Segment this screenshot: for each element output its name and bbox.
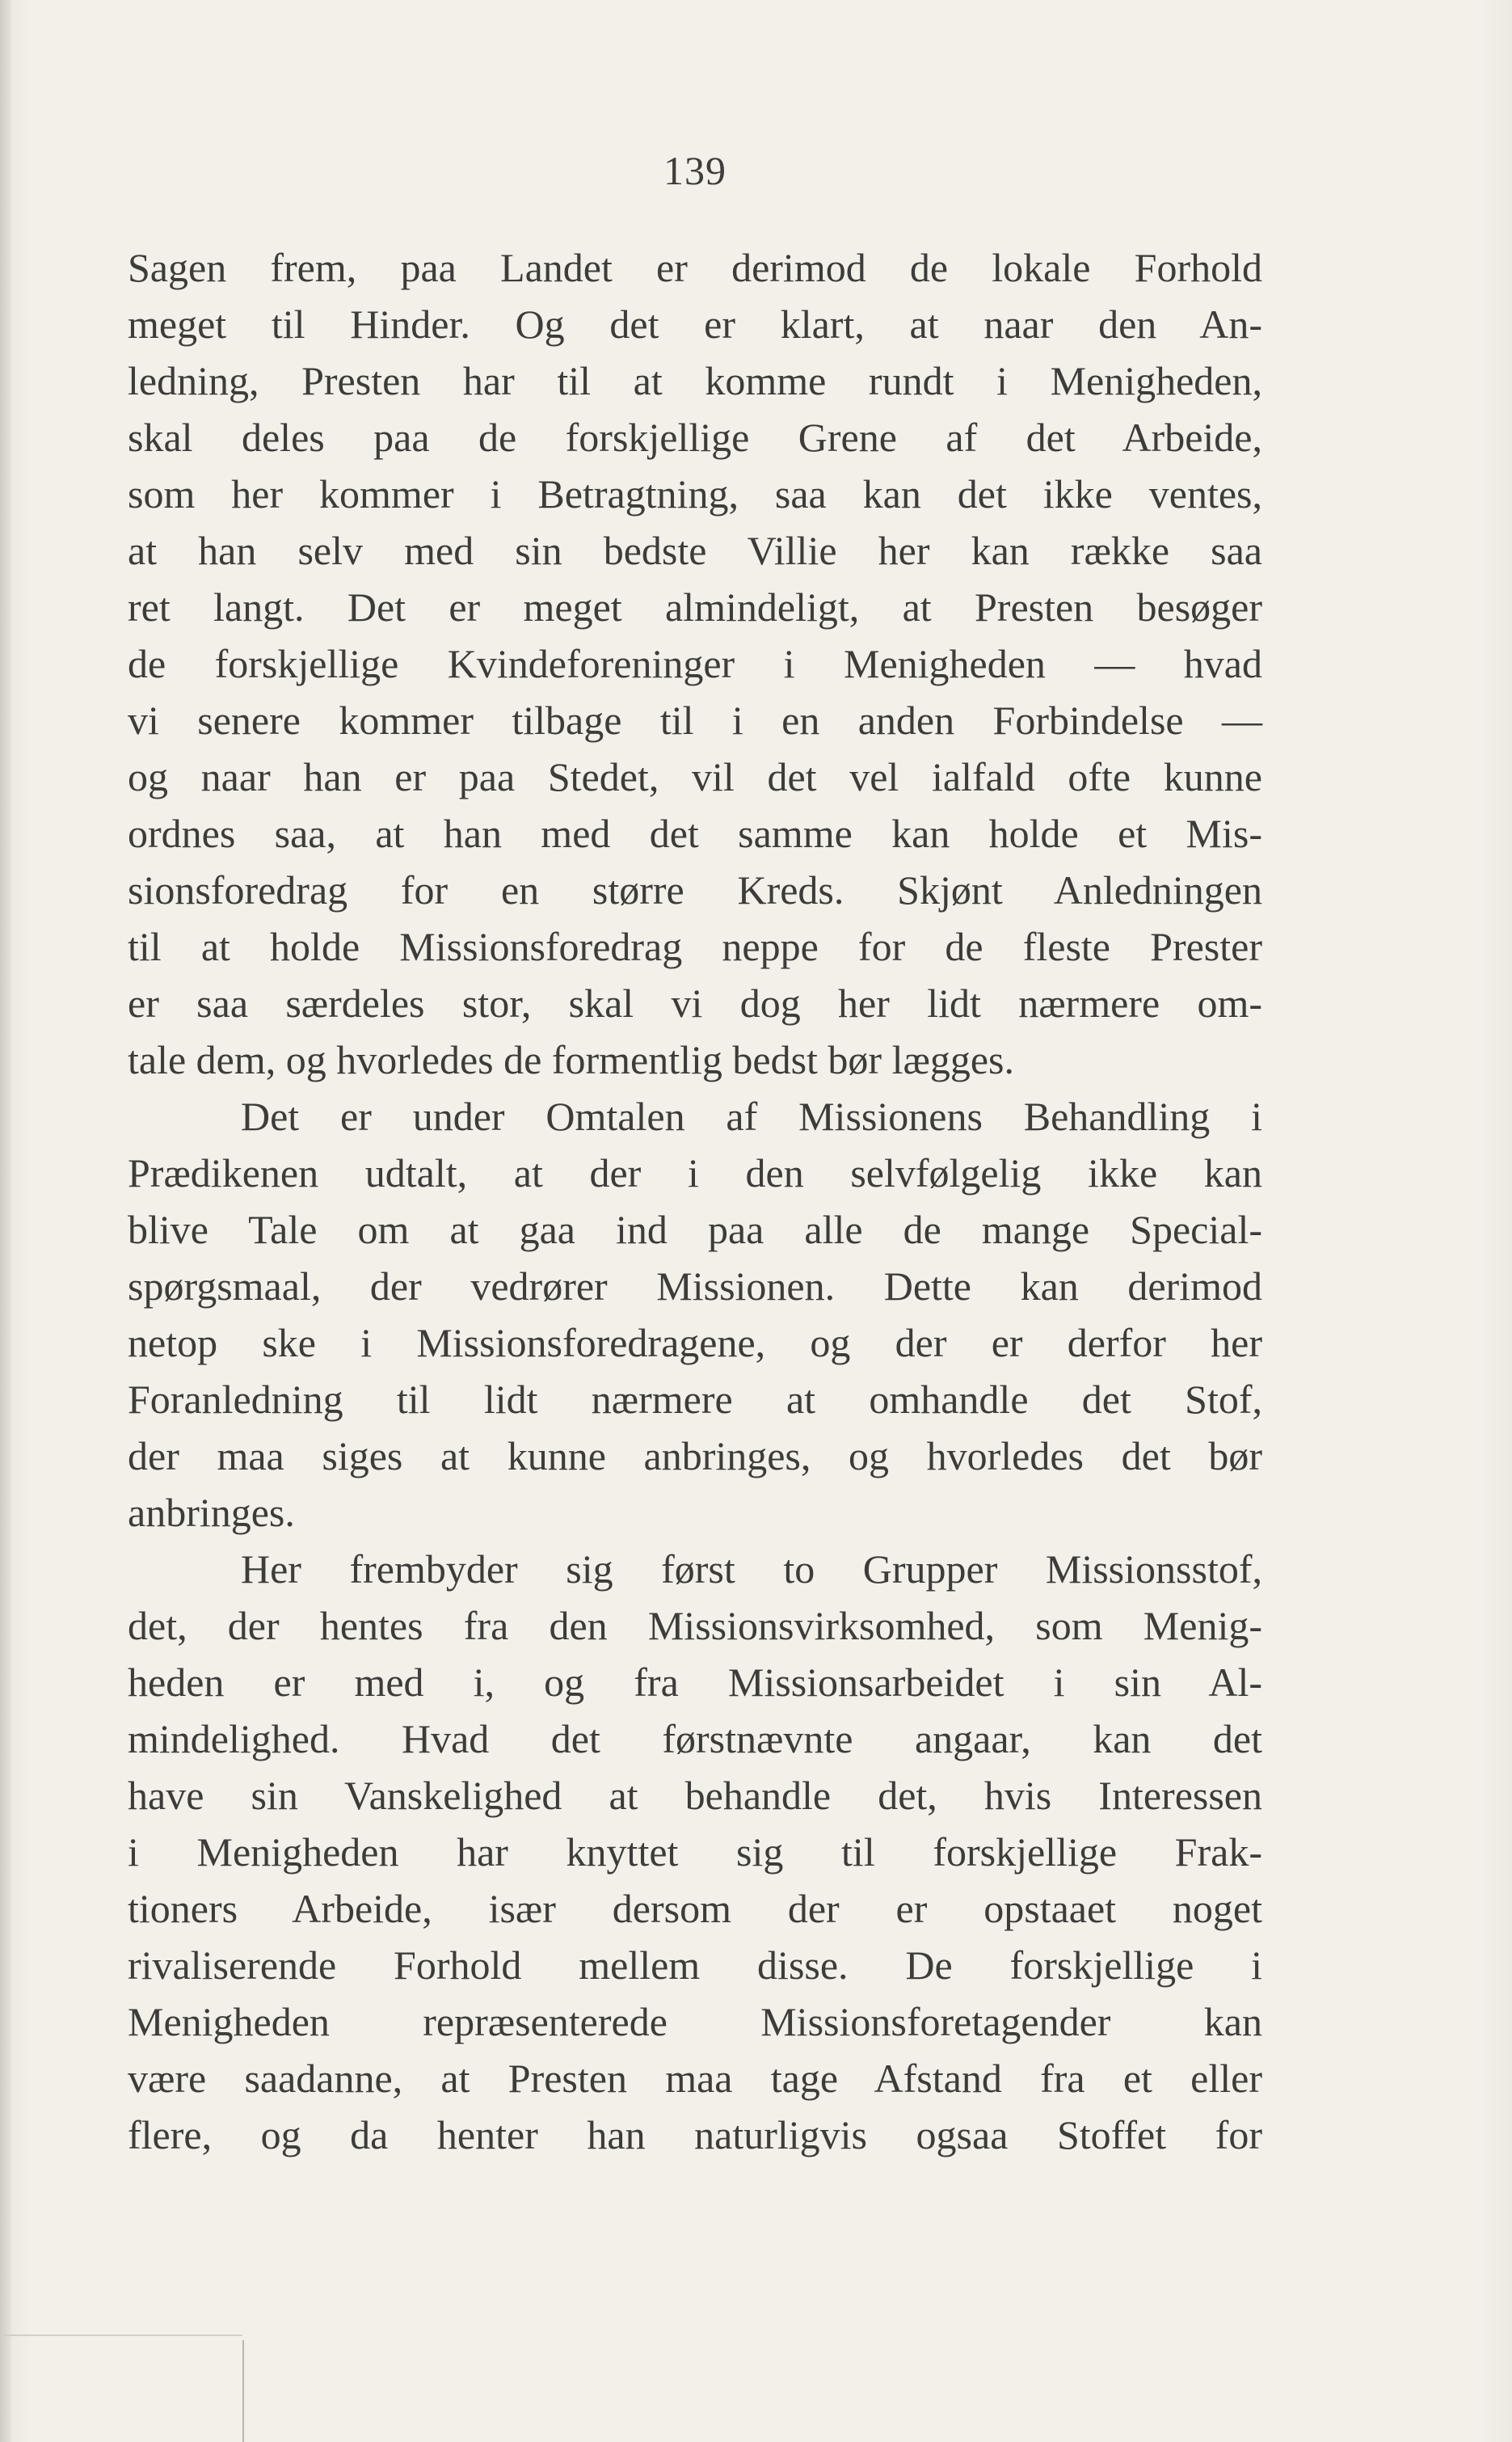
text-line: ordnes saa, at han med det samme kan holde et Mis-	[128, 811, 1262, 856]
text-line: tioners Arbeide, især dersom der er opstaaet noget	[128, 1886, 1262, 1931]
text-line: skal deles paa de forskjellige Grene af det Arbeide,	[128, 415, 1262, 460]
text-line: Det er under Omtalen af Missionens Behandling i	[241, 1094, 1262, 1139]
text-line: som her kommer i Betragtning, saa kan det ikke ventes,	[128, 471, 1262, 517]
text-line: være saadanne, at Presten maa tage Afstand fra et eller	[128, 2056, 1262, 2101]
body-text	[128, 239, 1262, 2163]
scan-margin-mark	[0, 2334, 242, 2336]
text-line: spørgsmaal, der vedrører Missionen. Dette kan derimod	[128, 1263, 1262, 1309]
text-line: flere, og da henter han naturligvis ogsaa Stoffet for	[128, 2112, 1262, 2157]
text-line: er saa særdeles stor, skal vi dog her lidt nærmere om-	[128, 981, 1262, 1026]
text-line: i Menigheden har knyttet sig til forskjellige Frak-	[128, 1829, 1262, 1875]
text-line: Menigheden repræsenterede Missionsforetagender kan	[128, 1999, 1262, 2044]
text-line: meget til Hinder. Og det er klart, at naar den An-	[128, 302, 1262, 347]
text-line: vi senere kommer tilbage til i en anden Forbindelse —	[128, 698, 1262, 743]
text-line: tale dem, og hvorledes de formentlig bedst bør lægges.	[128, 1037, 1014, 1082]
page-number: 139	[663, 148, 727, 193]
text-line: heden er med i, og fra Missionsarbeidet i sin Al-	[128, 1660, 1262, 1705]
text-line: anbringes.	[128, 1490, 295, 1535]
text-line: blive Tale om at gaa ind paa alle de mange Special-	[128, 1207, 1262, 1252]
text-line: Foranledning til lidt nærmere at omhandle det Stof,	[128, 1377, 1262, 1422]
text-line: at han selv med sin bedste Villie her kan række saa	[128, 528, 1262, 573]
text-line: Sagen frem, paa Landet er derimod de lokale Forhold	[128, 245, 1262, 290]
text-line: netop ske i Missionsforedragene, og der er derfor her	[128, 1320, 1262, 1365]
text-line: og naar han er paa Stedet, vil det vel ialfald ofte kunne	[128, 754, 1262, 799]
text-line: ledning, Presten har til at komme rundt i Menigheden,	[128, 358, 1262, 403]
text-line: det, der hentes fra den Missionsvirksomhed, som Menig-	[128, 1603, 1262, 1648]
page-binding-edge	[0, 0, 11, 2442]
text-line: mindelighed. Hvad det førstnævnte angaar, kan det	[128, 1716, 1262, 1761]
text-line: sionsforedrag for en større Kreds. Skjønt Anledningen	[128, 867, 1262, 913]
scan-margin-mark	[242, 2340, 244, 2442]
text-line: have sin Vanskelighed at behandle det, hvis Interessen	[128, 1773, 1262, 1818]
text-line: der maa siges at kunne anbringes, og hvorledes det bør	[128, 1433, 1262, 1478]
text-line: Prædikenen udtalt, at der i den selvfølgelig ikke kan	[128, 1150, 1262, 1196]
text-line: rivaliserende Forhold mellem disse. De forskjellige i	[128, 1942, 1262, 1988]
text-line: ret langt. Det er meget almindeligt, at Presten besøger	[128, 584, 1262, 630]
text-line: til at holde Missionsforedrag neppe for de fleste Prester	[128, 924, 1262, 969]
text-line: Her frembyder sig først to Grupper Missionsstof,	[241, 1546, 1262, 1592]
text-line: de forskjellige Kvindeforeninger i Menigheden — hvad	[128, 641, 1262, 686]
